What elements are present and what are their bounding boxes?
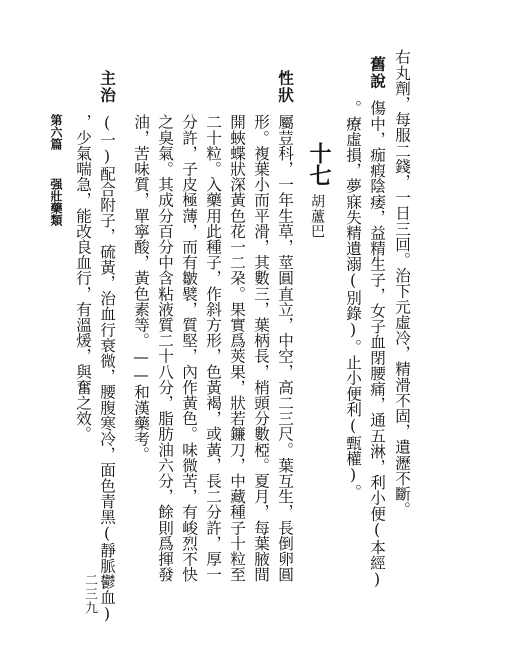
properties-line-6: 之臭氣。其成分百分中含粘液質二十八分，脂肪油六分，餘則爲揮發 [156, 114, 174, 582]
entry-number: 十七 [306, 142, 332, 186]
old-theory-line-1: 傷中，痂瘕陰痿，益精生子，女子血閉腰痛，通五淋，利小便(本經) [368, 100, 386, 589]
properties-line-4: 二十粒。入藥用此種子，作斜方形，色黃褐，或黃，長二分許，厚一 [204, 114, 222, 582]
entry-name: 胡蘆巴 [309, 194, 325, 239]
properties-line-3: 開蛺蝶狀深黃色花一二朶。果實爲莢果，狀若鐮刀，中藏種子十粒至 [228, 114, 246, 582]
prescription-line: 右丸劑，每服二錢，一日三回。治下元虛冷，精滑不固，遺瀝不斷。 [393, 49, 411, 517]
properties-line-7: 油，苦味質，單寧酸，黃色素等。——和漢藥考。 [132, 114, 150, 462]
old-theory-line-2: 。療虛損，夢寐失精遺溺(別錄)。止小便利(甄權)。 [344, 100, 362, 500]
properties-line-1: 屬荳科，一年生草，莖圓直立，中空，高二三尺。葉互生，長倒卵圓 [276, 114, 294, 582]
properties-line-2: 形。複葉小而平滑，其數三，葉柄長，梢頭分數椏。夏月，每葉腋間 [252, 114, 270, 582]
indications-line-2: ，少氣喘急，能改良血行，有溫煖，與奮之效。 [74, 114, 92, 442]
footer-chapter: 第六篇 [49, 114, 63, 150]
section-label-indications: 主治 [98, 70, 117, 104]
properties-line-5: 分許，子皮極薄，而有皺襞，質堅，內作黃色。味微苦，有峻烈不快 [180, 114, 198, 582]
indications-line-1: (一)配合附子，硫黃，治血行衰微，腰腹寒冷，面色青黑(靜脈鬱血) [98, 114, 116, 623]
footer-category: 强壯藥類 [49, 178, 63, 226]
page-number: 二三九 [82, 573, 97, 615]
section-label-old-theory: 舊說 [368, 56, 387, 90]
section-label-properties: 性狀 [276, 70, 295, 104]
